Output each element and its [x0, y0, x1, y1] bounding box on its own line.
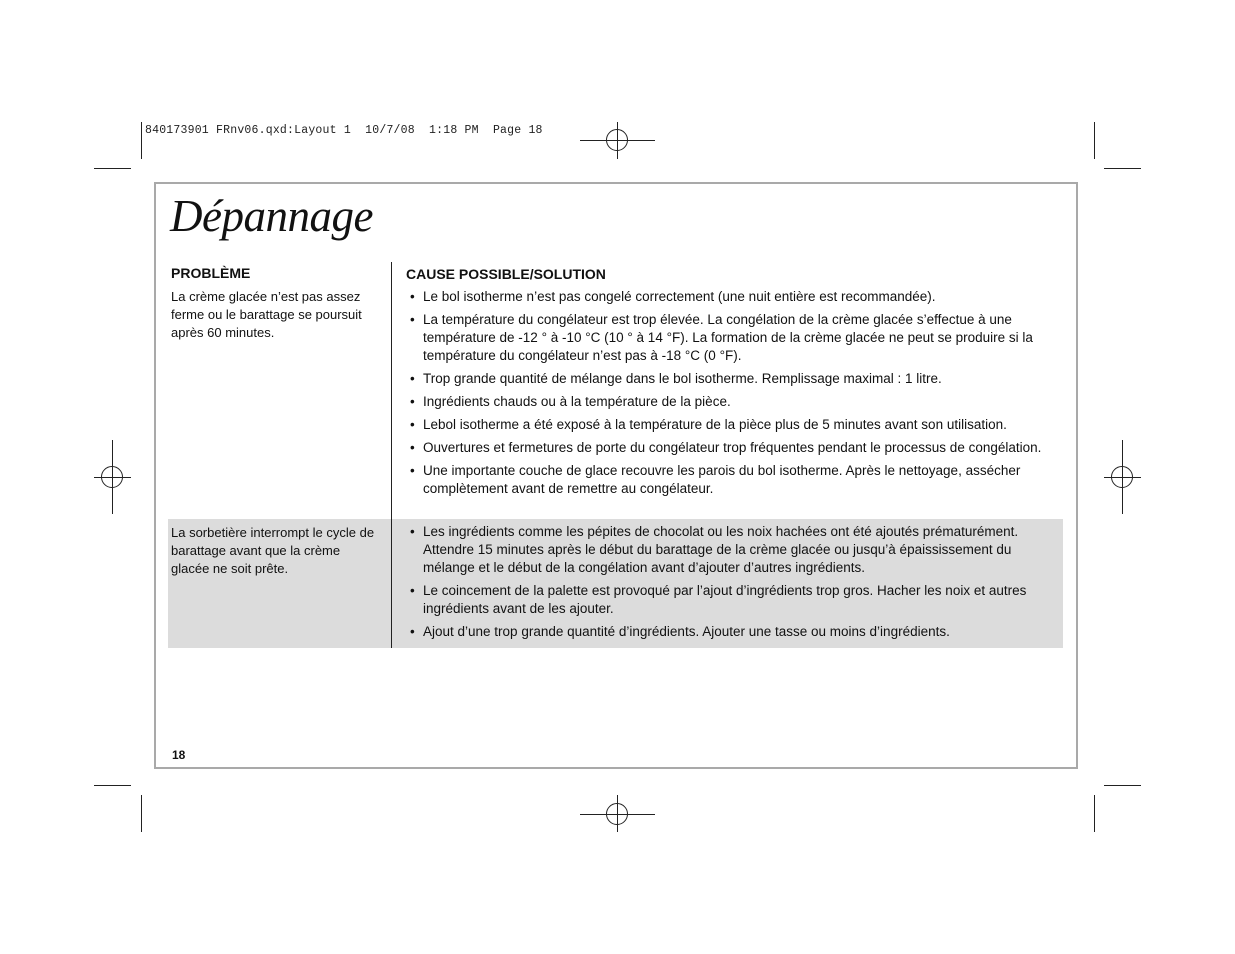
crop-mark	[1094, 795, 1095, 832]
problem-cell: La crème glacée n’est pas assez ferme ou le barattage se poursuit après 60 minutes.	[171, 289, 362, 340]
crop-mark	[1104, 168, 1141, 169]
solution-item: • Lebol isotherme a été exposé à la température de la pièce plus de 5 minutes avant son utilisation.	[410, 416, 1062, 434]
solution-item: • Ingrédients chauds ou à la température de la pièce.	[410, 393, 1062, 411]
crop-mark	[141, 795, 142, 832]
solution-item: • Une importante couche de glace recouvre les parois du bol isotherme. Après le nettoyage, assécher complètement avant de remettre au congélateur.	[410, 462, 1062, 498]
crop-mark	[94, 785, 131, 786]
crop-mark	[1104, 785, 1141, 786]
solution-item: • Le coincement de la palette est provoqué par l’ajout d’ingrédients trop gros. Hacher les noix et autres ingrédients avant de les ajouter.	[410, 582, 1062, 618]
page-number: 18	[172, 748, 186, 762]
solution-item: • Ajout d’une trop grande quantité d’ingrédients. Ajouter une tasse ou moins d’ingrédients.	[410, 623, 1062, 641]
solution-item: • Les ingrédients comme les pépites de chocolat ou les noix hachées ont été ajoutés prématurément. Attendre 15 minutes après le début du barattage de la crème glacée ou jusqu’à épaississement du mélange et le début de la congélation avant d’ajouter d’autres ingrédients.	[410, 523, 1062, 577]
crop-mark	[94, 168, 131, 169]
column-divider	[391, 262, 392, 648]
solution-item: • Trop grande quantité de mélange dans le bol isotherme. Remplissage maximal : 1 litre.	[410, 370, 1062, 388]
solution-item: • Le bol isotherme n’est pas congelé correctement (une nuit entière est recommandée).	[410, 288, 1062, 306]
problem-cell: La sorbetière interrompt le cycle de barattage avant que la crème glacée ne soit prête.	[171, 525, 375, 576]
solution-list	[410, 523, 1062, 646]
page-title: Dépannage	[170, 191, 373, 241]
solution-list	[410, 288, 1062, 503]
solution-item: • Ouvertures et fermetures de porte du congélateur trop fréquentes pendant le processus de congélation.	[410, 439, 1062, 457]
solution-column-header: CAUSE POSSIBLE/SOLUTION	[406, 266, 606, 282]
problem-column-header: PROBLÈME	[171, 265, 251, 281]
print-slug-line: 840173901 FRnv06.qxd:Layout 1 10/7/08 1:18 PM Page 18	[145, 124, 543, 137]
solution-item: • La température du congélateur est trop élevée. La congélation de la crème glacée s’effectue à une température de -12 ° à -10 °C (10 ° à 14 °F). La formation de la crème glacée ne peut se produire si la température du congélateur n’est pas à -18 °C (0 °F).	[410, 311, 1062, 365]
crop-mark	[1094, 122, 1095, 159]
crop-mark	[141, 122, 142, 159]
